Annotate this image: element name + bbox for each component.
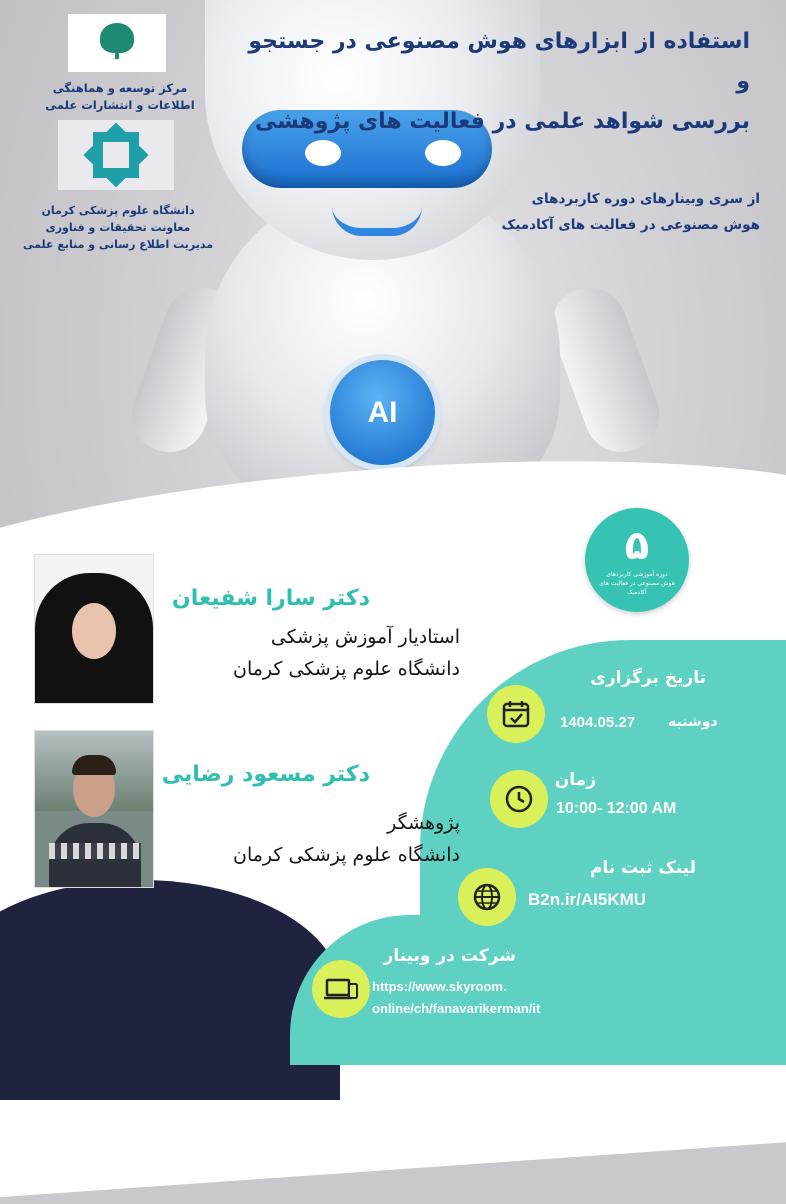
speaker-1-affiliation: دانشگاه علوم پزشکی کرمان — [232, 658, 460, 680]
center-logo — [68, 14, 166, 72]
speaker-2-name: دکتر مسعود رضایی — [161, 762, 370, 787]
subtitle-line-2: هوش مصنوعی در فعالیت های آکادمیک — [501, 217, 760, 233]
organizer-university — [18, 202, 218, 253]
event-time: 10:00- 12:00 AM — [556, 800, 677, 817]
logo-fine-print — [116, 59, 117, 64]
speaker-1-photo — [34, 554, 154, 704]
org1-line-2: اطلاعات و انتشارات علمی — [45, 98, 195, 112]
robot-right-arm — [541, 277, 670, 462]
globe-icon — [458, 868, 516, 926]
poster-title — [230, 22, 750, 142]
speaker-2-photo — [34, 730, 154, 888]
speaker-2-sweater-pattern — [49, 843, 141, 859]
robot-left-eye — [305, 140, 341, 166]
org2-line-3: مدیریت اطلاع رسانی و منابع علمی — [22, 238, 214, 251]
join-url-line-1[interactable]: https://www.skyroom. — [372, 979, 507, 994]
speaker-1-face — [72, 603, 116, 659]
title-line-1: استفاده از ابزارهای هوش مصنوعی در جستجو و — [248, 29, 750, 94]
devices-icon — [312, 960, 370, 1018]
event-date: 1404.05.27 — [560, 714, 636, 731]
robot-right-eye — [425, 140, 461, 166]
clock-icon — [490, 770, 548, 828]
subtitle-line-1: از سری وبینارهای دوره کاربردهای — [531, 191, 760, 207]
org2-line-1: دانشگاه علوم پزشکی کرمان — [41, 204, 195, 217]
speaker-1-title: استادیار آموزش پزشکی — [270, 626, 460, 648]
event-day: دوشنبه — [668, 714, 718, 730]
org1-line-1: مرکز توسعه و هماهنگی — [52, 81, 188, 95]
registration-link[interactable]: B2n.ir/AI5KMU — [528, 890, 647, 909]
badge-caption: دوره آموزشی کاربردهای هوش مصنوعی در فعالیت های آکادمیک — [599, 571, 675, 596]
join-label: شرکت در وبینار — [383, 946, 516, 966]
badge-number: ۵ — [624, 523, 650, 569]
join-url-line-2[interactable]: online/ch/fanavarikerman/it — [372, 1001, 541, 1016]
speaker-2-title: پژوهشگر — [387, 812, 460, 834]
registration-label: لینک ثبت نام — [589, 858, 696, 878]
speaker-2-hair — [72, 755, 116, 775]
calendar-icon — [487, 685, 545, 743]
join-url[interactable] — [372, 976, 540, 1020]
speaker-2-affiliation: دانشگاه علوم پزشکی کرمان — [232, 844, 460, 866]
speaker-1-name: دکتر سارا شفیعان — [171, 586, 370, 611]
university-logo — [58, 120, 174, 190]
emblem-inner — [100, 139, 132, 171]
organizer-center — [40, 80, 200, 114]
poster-subtitle — [430, 186, 760, 238]
title-line-2: بررسی شواهد علمی در فعالیت های پژوهشی — [254, 109, 750, 134]
robot-ai-badge: AI — [330, 360, 435, 465]
time-label: زمان — [554, 770, 596, 790]
tree-logo-icon — [100, 23, 134, 53]
date-label: تاریخ برگزاری — [590, 668, 706, 688]
org2-line-2: معاونت تحقیقات و فناوری — [45, 221, 191, 234]
course-badge — [585, 508, 689, 612]
